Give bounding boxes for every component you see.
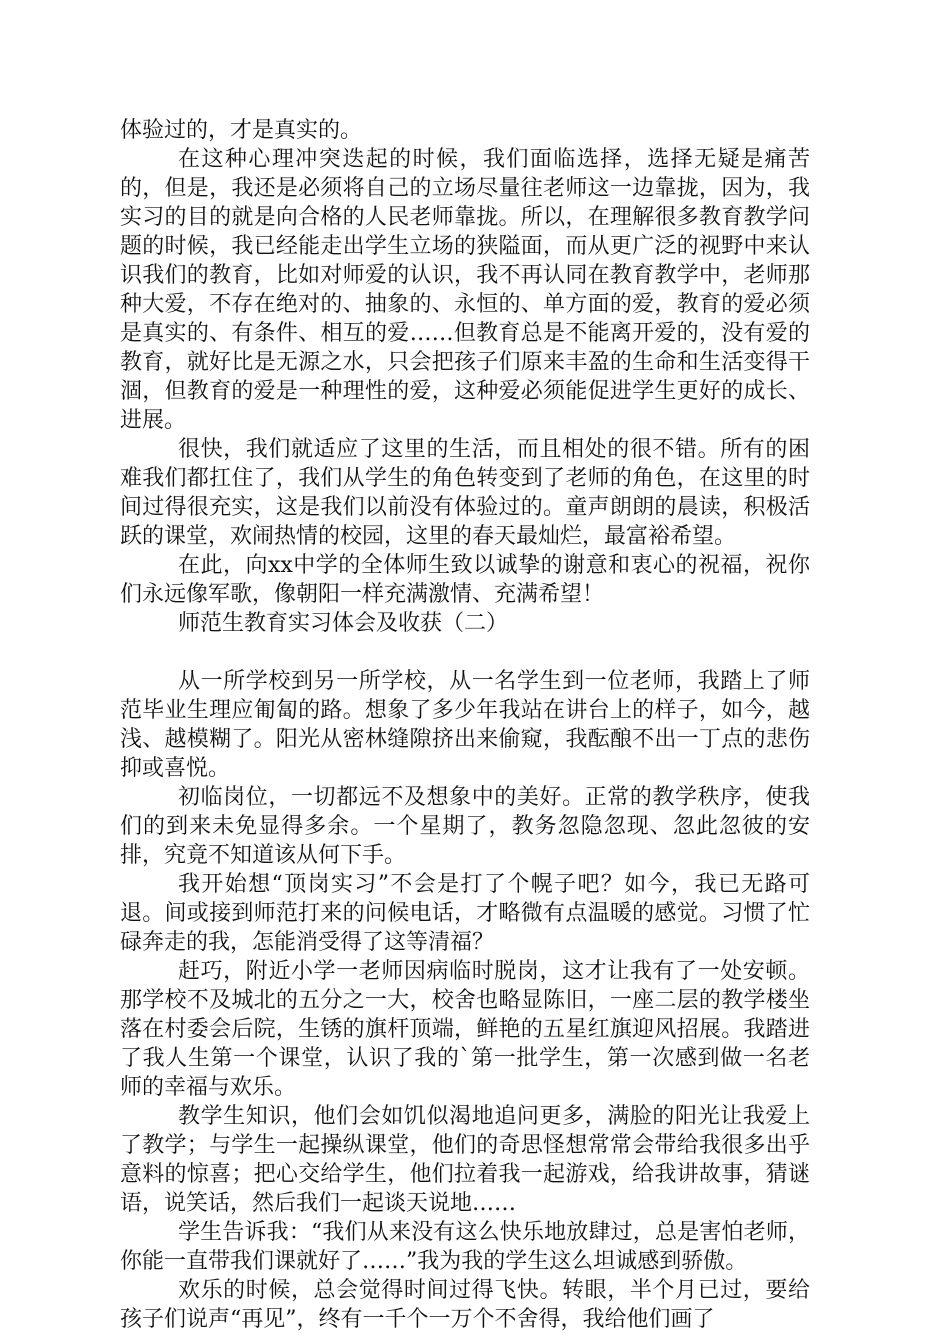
paragraph-1: 体验过的，才是真实的。 (120, 118, 363, 143)
document-body (120, 116, 810, 1334)
paragraph-4: 在此，向xx中学的全体师生致以诚挚的谢意和衷心的祝福，祝你们永远像军歌，像朝阳一样充满激情、充满希望！ (120, 553, 810, 607)
paragraph-10: 学生告诉我：“我们从来没有这么快乐地放肆过，总是害怕老师，你能一直带我们课就好了……”我为我的学生这么坦诚感到骄傲。 (120, 1220, 810, 1274)
paragraph-3: 很快，我们就适应了这里的生活，而且相处的很不错。所有的困难我们都扛住了，我们从学生的角色转变到了老师的角色，在这里的时间过得很充实，这是我们以前没有体验过的。童声朗朗的晨读，积极活跃的课堂，欢闹热情的校园，这里的春天最灿烂，最富裕希望。 (120, 437, 810, 549)
paragraph-6: 初临岗位，一切都远不及想象中的美好。正常的教学秩序，使我们的到来未免显得多余。一个星期了，教务忽隐忽现、忽此忽彼的安排，究竟不知道该从何下手。 (120, 785, 810, 868)
paragraph-9: 教学生知识，他们会如饥似渴地追问更多，满脸的阳光让我爱上了教学；与学生一起操纵课堂，他们的奇思怪想常常会带给我很多出乎意料的惊喜；把心交给学生，他们拉着我一起游戏，给我讲故事，猜谜语，说笑话，然后我们一起谈天说地…… (120, 1104, 810, 1216)
paragraph-11: 欢乐的时候，总会觉得时间过得飞快。转眼，半个月已过，要给孩子们说声“再见”，终有一千个一万个不舍得，我给他们画了 (120, 1278, 810, 1332)
paragraph-8: 赶巧，附近小学一老师因病临时脱岗，这才让我有了一处安顿。那学校不及城北的五分之一大，校舍也略显陈旧，一座二层的教学楼坐落在村委会后院，生锈的旗杆顶端，鲜艳的五星红旗迎风招展。我踏进了我人生第一个课堂，认识了我的`第一批学生，第一次感到做一名老师的幸福与欢乐。 (120, 959, 810, 1100)
section-heading: 师范生教育实习体会及收获（二） (178, 611, 509, 636)
paragraph-2: 在这种心理冲突迭起的时候，我们面临选择，选择无疑是痛苦的，但是，我还是必须将自己的立场尽量往老师这一边靠拢，因为，我实习的目的就是向合格的人民老师靠拢。所以，在理解很多教育教学问题的时候，我已经能走出学生立场的狭隘面，而从更广泛的视野中来认识我们的教育，比如对师爱的认识，我不再认同在教育教学中，老师那种大爱，不存在绝对的、抽象的、永恒的、单方面的爱，教育的爱必须是真实的、有条件、相互的爱……但教育总是不能离开爱的，没有爱的教育，就好比是无源之水，只会把孩子们原来丰盈的生命和生活变得干涸，但教育的爱是一种理性的爱，这种爱必须能促进学生更好的成长、进展。 (120, 147, 810, 433)
paragraph-5: 从一所学校到另一所学校，从一名学生到一位老师，我踏上了师范毕业生理应匍匐的路。想象了多少年我站在讲台上的样子，如今，越浅、越模糊了。阳光从密林缝隙挤出来偷窥，我酝酿不出一丁点的悲伤抑或喜悦。 (120, 669, 810, 781)
paragraph-7: 我开始想“顶岗实习”不会是打了个幌子吧？如今，我已无路可退。间或接到师范打来的问候电话，才略微有点温暖的感觉。习惯了忙碌奔走的我，怎能消受得了这等清福？ (120, 872, 810, 955)
